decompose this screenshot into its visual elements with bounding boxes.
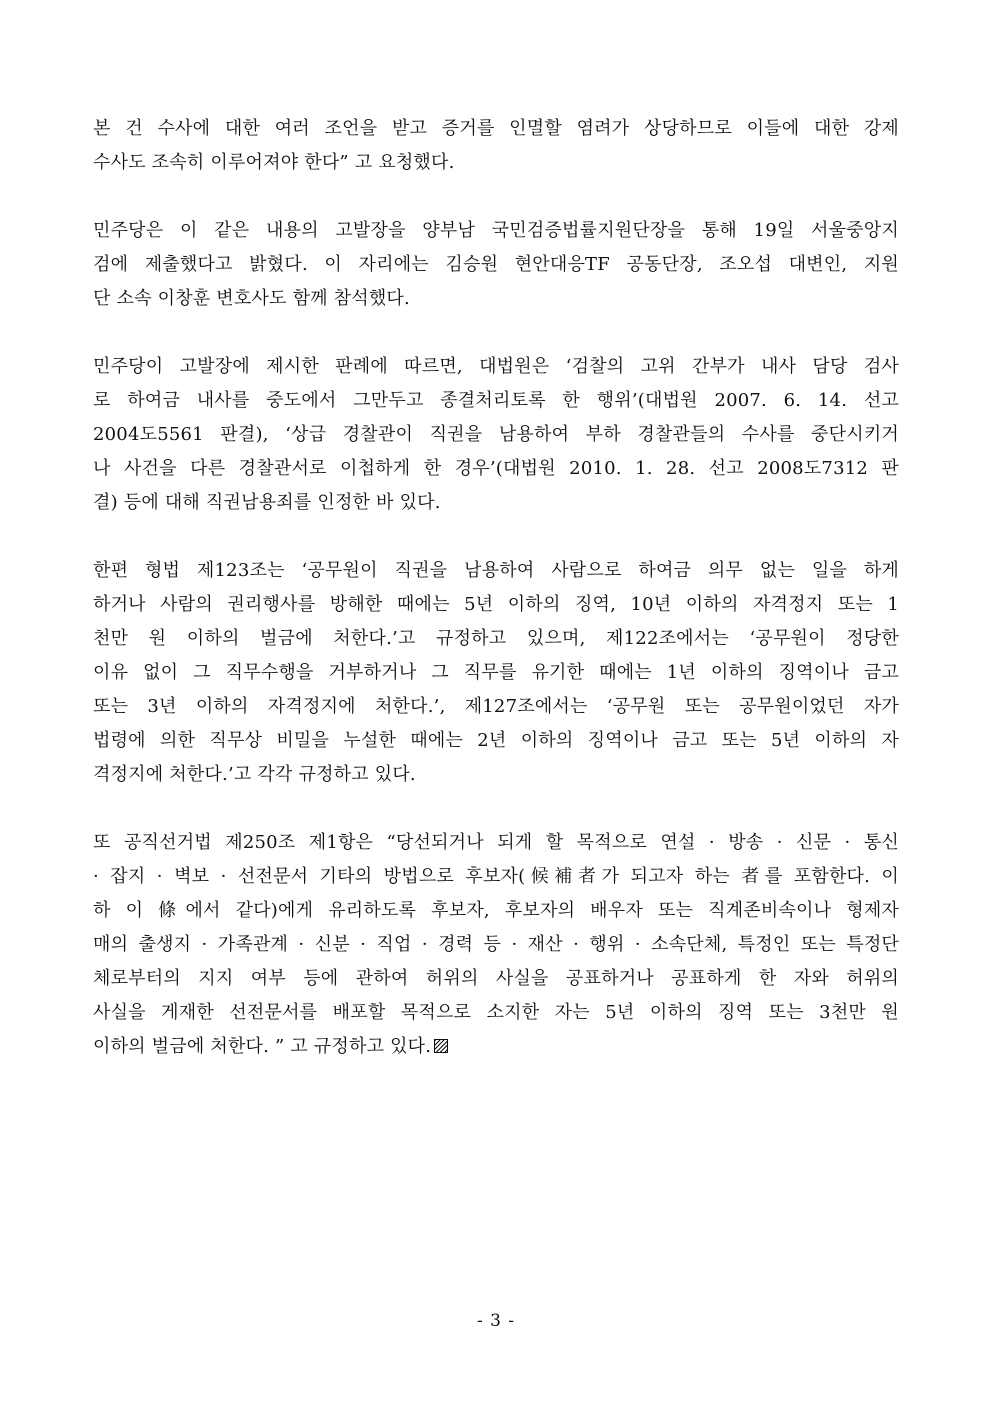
paragraph-2 <box>93 214 899 316</box>
text-line: 이유 없이 그 직무수행을 거부하거나 그 직무를 유기한 때에는 1년 이하의 징역이나 금고 <box>93 662 899 683</box>
text-line: 사실을 게재한 선전문서를 배포할 목적으로 소지한 자는 5년 이하의 징역 또는 3천만 원 <box>93 1002 899 1023</box>
paragraph-1 <box>93 112 899 180</box>
document-body <box>93 112 899 1098</box>
text-line: 나 사건을 다른 경찰관서로 이첩하게 한 경우’(대법원 2010. 1. 28. 선고 2008도7312 판 <box>93 458 899 479</box>
text-line: 본 건 수사에 대한 여러 조언을 받고 증거를 인멸할 염려가 상당하므로 이들에 대한 강제 <box>93 118 899 139</box>
paragraph-3 <box>93 350 899 520</box>
text-line: 결) 등에 대해 직권남용죄를 인정한 바 있다. <box>93 492 441 513</box>
text-line: 천만 원 이하의 벌금에 처한다.’고 규정하고 있으며, 제122조에서는 ‘공무원이 정당한 <box>93 628 899 649</box>
text-line: 또 공직선거법 제250조 제1항은 “당선되거나 되게 할 목적으로 연설 · 방송 · 신문 · 통신 <box>93 832 899 853</box>
text-line-final <box>93 1030 899 1064</box>
paragraph-4 <box>93 554 899 792</box>
text-line: 매의 출생지 · 가족관계 · 신분 · 직업 · 경력 등 · 재산 · 행위 · 소속단체, 특정인 또는 특정단 <box>93 934 899 955</box>
hatched-square-icon <box>434 1039 448 1053</box>
text-line: 격정지에 처한다.’고 각각 규정하고 있다. <box>93 764 416 785</box>
text-line: · 잡지 · 벽보 · 선전문서 기타의 방법으로 후보자(候補者가 되고자 하는 者를 포함한다. 이 <box>93 866 899 887</box>
text-line: 검에 제출했다고 밝혔다. 이 자리에는 김승원 현안대응TF 공동단장, 조오섭 대변인, 지원 <box>93 254 899 275</box>
text-line: 체로부터의 지지 여부 등에 관하여 허위의 사실을 공표하거나 공표하게 한 자와 허위의 <box>93 968 899 989</box>
text-line: 단 소속 이창훈 변호사도 함께 참석했다. <box>93 288 410 309</box>
text-line: 민주당이 고발장에 제시한 판례에 따르면, 대법원은 ‘검찰의 고위 간부가 내사 담당 검사 <box>93 356 899 377</box>
text-line: 법령에 의한 직무상 비밀을 누설한 때에는 2년 이하의 징역이나 금고 또는 5년 이하의 자 <box>93 730 899 751</box>
final-line-text: 이하의 벌금에 처한다. ” 고 규정하고 있다. <box>93 1036 432 1057</box>
text-line: 하거나 사람의 권리행사를 방해한 때에는 5년 이하의 징역, 10년 이하의 자격정지 또는 1 <box>93 594 899 615</box>
page-number: - 3 - <box>476 1311 516 1331</box>
text-line: 로 하여금 내사를 중도에서 그만두고 종결처리토록 한 행위’(대법원 2007. 6. 14. 선고 <box>93 390 899 411</box>
paragraph-5 <box>93 826 899 1064</box>
text-line: 또는 3년 이하의 자격정지에 처한다.’, 제127조에서는 ‘공무원 또는 공무원이었던 자가 <box>93 696 899 717</box>
text-line: 수사도 조속히 이루어져야 한다” 고 요청했다. <box>93 152 455 173</box>
text-line: 한편 형법 제123조는 ‘공무원이 직권을 남용하여 사람으로 하여금 의무 없는 일을 하게 <box>93 560 899 581</box>
text-line: 민주당은 이 같은 내용의 고발장을 양부남 국민검증법률지원단장을 통해 19일 서울중앙지 <box>93 220 899 241</box>
text-line: 2004도5561 판결), ‘상급 경찰관이 직권을 남용하여 부하 경찰관들의 수사를 중단시키거 <box>93 424 899 445</box>
text-line: 하 이 條에서 같다)에게 유리하도록 후보자, 후보자의 배우자 또는 직계존비속이나 형제자 <box>93 900 899 921</box>
